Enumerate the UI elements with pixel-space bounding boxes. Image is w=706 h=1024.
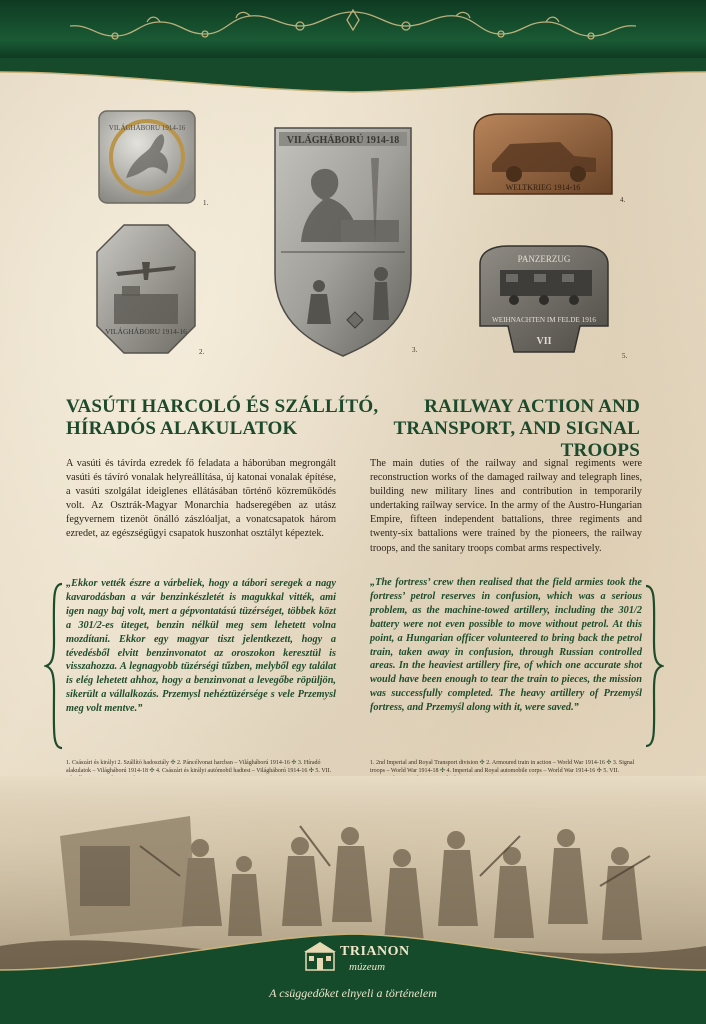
- english-caption-1: 1. 2nd Imperial and Royal Transport division: [370, 760, 479, 766]
- museum-logo-name: TRIANON: [340, 944, 410, 959]
- caption-separator: ✣: [149, 768, 157, 774]
- figure-number-3: 3.: [412, 346, 418, 354]
- badge-5-top-text: PANZERZUG: [517, 254, 571, 264]
- badge-3-signal-troops: [271, 124, 418, 360]
- badge-5-bottom-text: WEIHNACHTEN IM FELDE 1916: [491, 316, 597, 324]
- figure-number-1: 1.: [203, 199, 209, 207]
- badge-2-text: VILÁGHÁBORU 1914-16: [105, 327, 187, 336]
- badge-5-armoured-train-christmas: [474, 242, 614, 360]
- caption-separator: ✣: [308, 768, 316, 774]
- footer-tagline: A csüggedőket elnyeli a történelem: [269, 986, 437, 1000]
- badge-5-numeral: VII: [536, 336, 552, 347]
- english-title-line-1: RAILWAY ACTION AND: [424, 396, 640, 417]
- hungarian-quote: „Ekkor vették észre a várbeliek, hogy a tábori seregek a nagy kavarodásban a vár benzinkészletét is magukkal vitték, ami igen nagy baj volt, mert a gépvontatású tüzérséget, többek közt a 301/2-es üteget, benzin nélkül meg sem lehetett volna mozdítani. Ekkor egy magyar tiszt jelentkezett, hogy a tévedésből elvitt benzinvonatot az oroszokon keresztül is visszahozza. A legnagyobb tüzérségi tűzben, melyből egy találat is elég lehetett ahhoz, hogy a benzinvonat a levegőbe röpüljön, sikerült a vállalkozás. Przemysl nehéztüzérsége s vele Przemysl meg volt mentve.”: [66, 578, 336, 715]
- badge-4-text: WELTKRIEG 1914-16: [505, 183, 581, 192]
- english-caption-2: 2. Armoured train in action – World War 1914-16: [486, 760, 605, 766]
- hungarian-caption-3: 3. Híradó alakulatok – Világháború 1914-18: [66, 760, 321, 774]
- caption-separator: ✣: [439, 768, 447, 774]
- hungarian-title-line-1: VASÚTI HARCOLÓ ÉS SZÁLLÍTÓ,: [66, 396, 379, 417]
- caption-separator: ✣: [596, 768, 604, 774]
- english-caption-5: 5. VII.: [603, 768, 620, 774]
- hungarian-quote-brace: [44, 582, 64, 750]
- museum-logo-subtitle: múzeum: [349, 961, 386, 973]
- english-title: [370, 396, 640, 462]
- caption-separator: ✣: [606, 760, 613, 766]
- floral-ornament: [0, 4, 706, 54]
- badge-3-text: VILÁGHÁBORÚ 1914-18: [286, 135, 400, 146]
- hungarian-caption-4: 4. Császári és királyi autómobil hadtest – Világháború 1914-16: [156, 768, 308, 774]
- hungarian-title: [66, 396, 378, 440]
- caption-separator: ✣: [479, 760, 487, 766]
- caption-separator: ✣: [170, 760, 178, 766]
- hungarian-caption-1: 1. Császári és királyi 2. Szállító hadosztály: [66, 760, 169, 766]
- caption-separator: ✣: [291, 760, 298, 766]
- hungarian-caption-5: 5. VII.: [315, 768, 332, 774]
- hungarian-title-line-2: HÍRADÓS ALAKULATOK: [66, 418, 298, 439]
- header-band: [0, 0, 706, 60]
- badge-1-transport-division: [96, 108, 198, 206]
- english-quote: „The fortress’ crew then realised that the field armies took the fortress’ petrol reserves in confusion, which was a serious problem, as the machine-towed artillery, including the 301/2 battery were not even possible to move without petrol. At this point, a Hungarian officer volunteered to bring back the petrol train, taken away in confusion, through Russian controlled areas. In the heaviest artillery fire, of which one accurate shot would have been enough to tear the train to pieces, the mission was successfully completed. The heavy artillery of Przemyśl fortress, and Przemyśl along with it, were saved.”: [370, 577, 642, 714]
- badge-4-automobile-corps: [470, 108, 616, 198]
- header-arch: [0, 58, 706, 98]
- english-quote-brace: [644, 584, 664, 748]
- english-body: The main duties of the railway and signal regiments were reconstruction works of the damaged railway and telegraph lines, building new military lines and contribution in temporarily undertaking railway service. In the army of the Austro-Hungarian Empire, fifteen independent battalions, three regiments and twenty-six battalions were trained by the pioneers, the railway troops, and the sanitary troops combat arms respectively.: [370, 458, 642, 554]
- figure-number-2: 2.: [199, 348, 205, 356]
- figure-number-5: 5.: [622, 352, 628, 360]
- english-caption-3: 3. Signal troops – World War 1914-18: [370, 760, 635, 774]
- english-caption-4: 4. Imperial and Royal automobile corps – World War 1914-16: [446, 768, 596, 774]
- figure-number-4: 4.: [620, 196, 626, 204]
- hungarian-caption-2: 2. Páncélvonat harcban – Világháború 1914-16: [177, 760, 290, 766]
- badge-1-text: VILÁGHÁBORU 1914-16: [108, 124, 186, 132]
- hungarian-body: A vasúti és távírda ezredek fő feladata a háborúban megrongált vasúti és távíró vonalak helyreállítása, új katonai vonalak építése, a vasúti szolgálat ideiglenes ellátásában történő közreműködés volt. Az Osztrák-Magyar Monarchia hadseregében az utász fegyvernem tizenöt önálló zászlóaljat, a vonatcsapatok három ezredet, az egészségügyi csapatok huszonhat osztályt képeztek.: [66, 458, 336, 540]
- badge-2-armoured-train: [94, 222, 198, 356]
- english-title-line-2: TRANSPORT, AND SIGNAL TROOPS: [393, 418, 640, 461]
